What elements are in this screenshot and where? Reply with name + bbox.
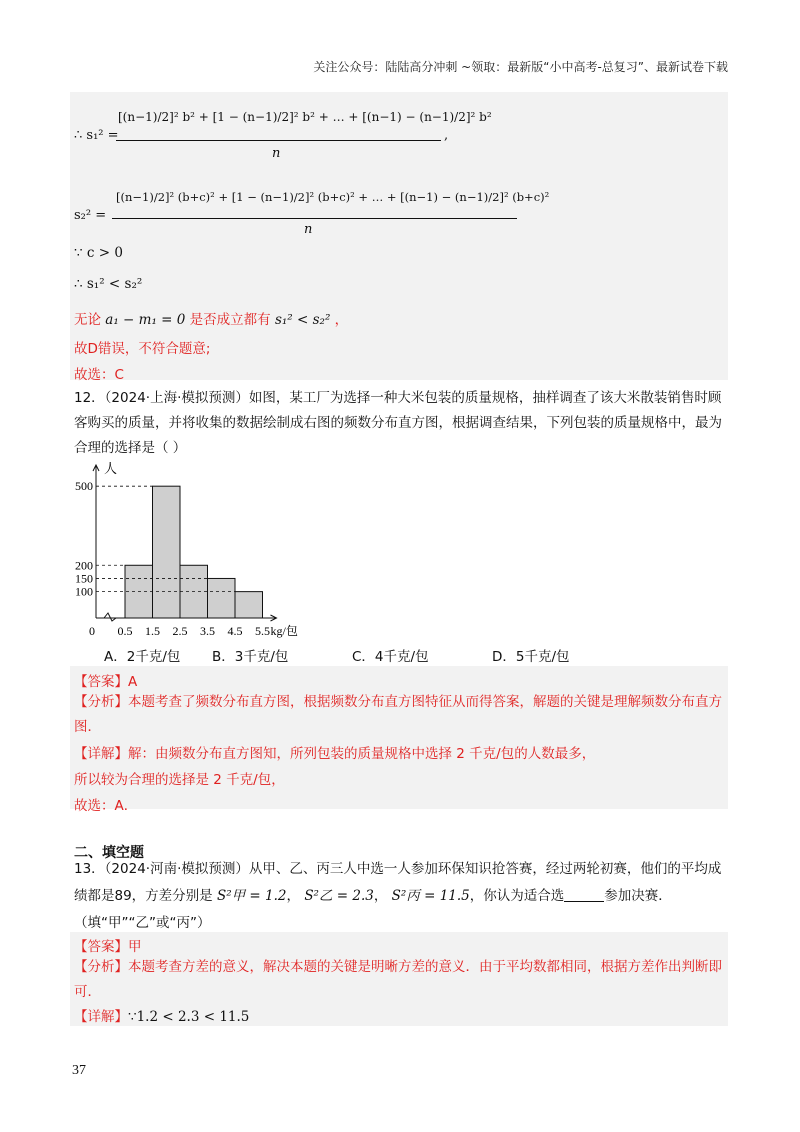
conclusion-line: 无论 a₁ − m₁ = 0 是否成立都有 s₁² < s₂² ， — [74, 312, 349, 328]
section-heading: 二、填空题 — [74, 845, 144, 861]
variance-jia: S²甲 = 1.2 — [216, 888, 287, 904]
y-tick-label: 500 — [75, 479, 93, 494]
histogram-bar — [235, 592, 263, 618]
s1-denominator: n — [272, 146, 281, 161]
y-tick-label: 150 — [75, 571, 93, 586]
histogram-bar — [153, 486, 181, 618]
because-line: ∵ c > 0 — [74, 245, 123, 261]
q12-detail-2: 所以较为合理的选择是 2 千克/包， — [74, 772, 285, 788]
page-number: 37 — [72, 1063, 86, 1078]
x-tick-label: 1.5 — [145, 624, 160, 638]
option-c: C．4千克/包 — [352, 649, 429, 665]
y-tick-label: 200 — [75, 558, 93, 573]
q12-detail-1: 【详解】解：由频数分布直方图知，所列包装的质量规格中选择 2 千克/包的人数最多， — [74, 746, 596, 762]
s2-lhs: s₂² = — [74, 208, 107, 223]
option-d: D．5千克/包 — [492, 649, 570, 665]
q13-answer: 【答案】甲 — [74, 939, 142, 955]
axis-break — [104, 613, 116, 621]
q12-answer: 【答案】A — [74, 674, 138, 690]
option-b: B．3千克/包 — [212, 649, 289, 665]
x-tick-label: 0.5 — [117, 624, 133, 638]
s2-numerator: [(n−1)/2]² (b+c)² + [1 − (n−1)/2]² (b+c)² + … + [(n−1) − (n−1)/2]² (b+c)² — [116, 190, 550, 204]
x-tick-label: 4.5 — [227, 624, 243, 638]
x-axis-label: kg/包 — [270, 624, 298, 638]
wrong-line: 故D错误，不符合题意; — [74, 341, 211, 357]
s1-numerator: [(n−1)/2]² b² + [1 − (n−1)/2]² b² + … + [(n−1) − (n−1)/2]² b² — [118, 110, 492, 124]
x-tick-label: 3.5 — [200, 624, 215, 638]
y-axis-label: 人 — [104, 461, 118, 476]
q12-text: 12．（2024·上海·模拟预测）如图，某工厂为选择一种大米包装的质量规格，抽样调查了该大米散装销售时顾客购买的质量，并将收集的数据绘制成右图的频数分布直方图，根据调查结果，下列包装的质量规格中，最为合理的选择是（ ） — [74, 390, 722, 456]
histogram-chart — [60, 455, 320, 645]
q12-analysis: 【分析】本题考查了频数分布直方图，根据频数分布直方图特征从而得答案，解题的关键是理解频数分布直方图． — [74, 694, 722, 735]
variance-yi: S²乙 = 2.3 — [304, 888, 374, 904]
s1-fraction-bar — [116, 140, 441, 141]
s1-lhs: ∴ s₁² = — [74, 128, 119, 143]
choose-c-line: 故选：C — [74, 367, 124, 383]
q13-analysis: 【分析】本题考查方差的意义，解决本题的关键是明晰方差的意义．由于平均数都相同，根据方差作出判断即可． — [74, 959, 722, 1000]
q13-text: 13．（2024·河南·模拟预测）从甲、乙、丙三人中选一人参加环保知识抢答赛，经过两轮初赛，他们的平均成绩都是89，方差分别是 S²甲 = 1.2， S²乙 = 2.3， S²丙 = 11.5，你认为适合选 参加决赛．（填“甲”“乙”或“丙”） — [74, 861, 722, 931]
x-tick-label: 5.5 — [255, 624, 270, 638]
variance-bing: S²丙 = 11.5 — [391, 888, 470, 904]
page-header: 关注公众号：陆陆高分冲刺 ~领取：最新版“小中高考-总复习”、最新试卷下载 — [313, 60, 728, 74]
q13-detail: 【详解】∵1.2 < 2.3 < 11.5 — [74, 1009, 250, 1025]
y-tick-label: 100 — [75, 584, 93, 599]
s2-fraction-bar — [112, 218, 517, 219]
answer-blank — [564, 887, 604, 902]
x-tick-label: 2.5 — [172, 624, 188, 638]
origin-label: 0 — [89, 624, 95, 638]
option-a: A．2千克/包 — [104, 649, 181, 665]
therefore-line: ∴ s₁² < s₂² — [74, 276, 143, 292]
histogram-bar — [208, 578, 236, 618]
s2-denominator: n — [304, 222, 313, 237]
q12-choose: 故选：A． — [74, 798, 138, 814]
s1-trail: , — [444, 128, 449, 143]
